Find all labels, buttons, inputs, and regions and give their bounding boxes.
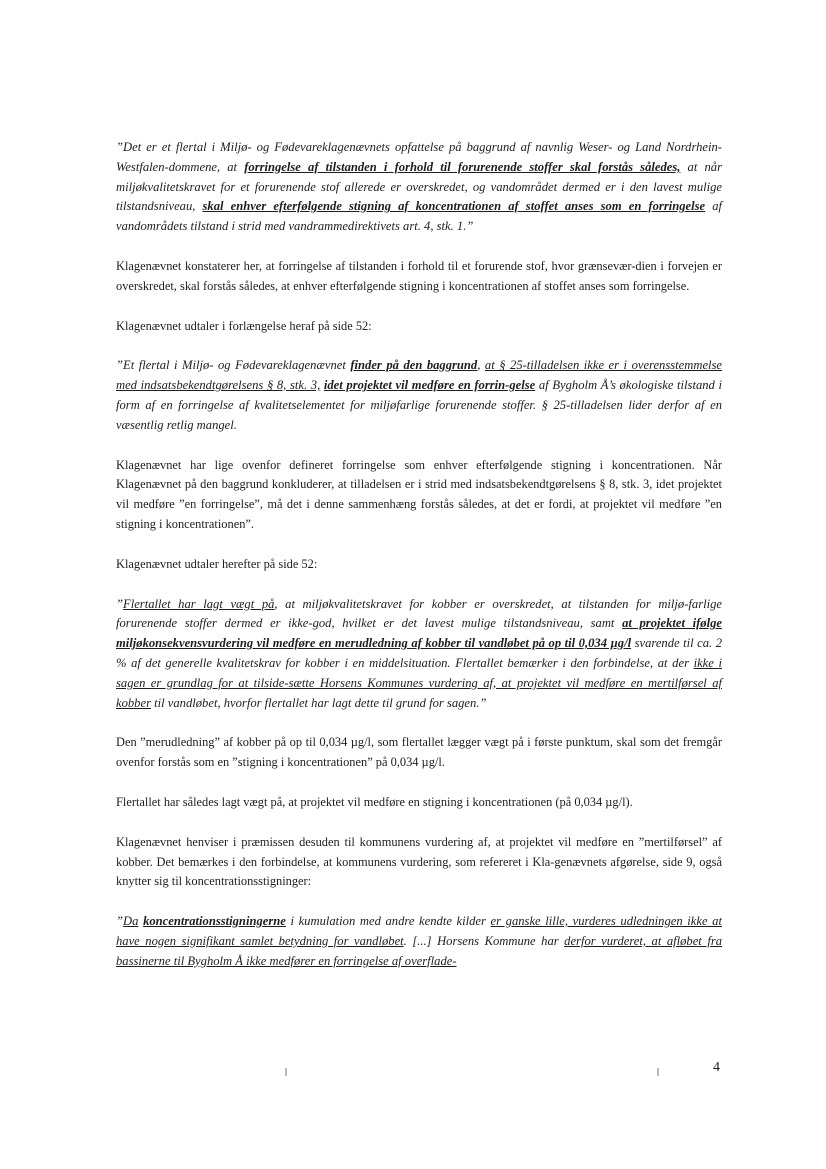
- underlined-text: ikke i sagen er grundlag for at tilside-sætte Horsens Kommunes vurdering af, at projektet vil medføre en mertilførsel af kobber: [116, 655, 722, 710]
- scan-speck: [657, 1068, 659, 1076]
- quote-paragraph-2: [116, 356, 722, 435]
- quote-text: i kumulation med andre kendte kilder: [285, 914, 491, 929]
- emphasized-text: koncentrationsstigningerne: [143, 914, 286, 929]
- emphasized-text: at projektet ifølge miljøkonsekvensvurdering vil medføre en merudledning af kobber til vandløbet på op til 0,034 µg/l: [116, 616, 722, 651]
- body-paragraph-4: Klagenævnet udtaler herefter på side 52:: [116, 556, 318, 571]
- quote-text: ”: [116, 596, 124, 611]
- body-paragraph-7: Klagenævnet henviser i præmissen desuden til kommunens vurdering af, at projektet vil medføre en ”mertilførsel” af kobber. Det bemærkes i den forbindelse, at kommunens vurdering, som refereret i Kla-genævnets afgørelse, side 9, også knytter sig til koncentrationsstigninger:: [116, 834, 722, 889]
- underlined-text: at § 25-tilladelsen ikke er i overensstemmelse med indsatsbekendtgørelsens § 8, stk. 3,: [116, 358, 723, 393]
- emphasized-text: idet projektet vil medføre en forrin-gelse: [323, 378, 536, 393]
- emphasized-text: finder på den baggrund: [350, 358, 478, 373]
- quote-text: at når miljøkvalitetskravet for et forurenende stof allerede er overskredet, og vandområdet dermed er i den lavest mulige tilstandsniveau,: [116, 159, 723, 214]
- document-body: [116, 138, 722, 992]
- quote-text: af Bygholm Å’s økologiske tilstand i form af en forringelse af kvalitetselementet for miljøfarlige forurenende stoffer. § 25-tilladelsen lider derfor af en væsentlig retlig mangel.: [116, 378, 722, 432]
- quote-text: ,: [477, 358, 485, 373]
- quote-text: . [...] Horsens Kommune har: [403, 933, 565, 948]
- body-paragraph-3: Klagenævnet har lige ovenfor defineret forringelse som enhver efterfølgende stigning i koncentrationen. Når Klagenævnet på den baggrund konkluderer, at tilladelsen er i strid med indsatsbekendtgørelsens § 8, stk. 3, idet projektet vil medføre ”en forringelse”, må det i denne sammenhæng forstås således, at det er fordi, at projektet vil medføre ”en stigning i koncentrationen”.: [116, 457, 722, 531]
- underlined-text: er ganske lille, vurderes udledningen ikke at have nogen signifikant samlet betydning for vandløbet: [116, 914, 722, 948]
- quote-text: af vandområdets tilstand i strid med vandrammedirektivets art. 4, stk. 1.”: [116, 199, 722, 234]
- page-number: 4: [713, 1060, 720, 1075]
- underlined-text: Da: [123, 914, 139, 929]
- body-paragraph-2: Klagenævnet udtaler i forlængelse heraf på side 52:: [116, 318, 372, 333]
- quote-text: ”Det er et flertal i Miljø- og Fødevareklagenævnets opfattelse på baggrund af navnlig Weser- og Land Nordrhein-Westfalen-dommene, at: [116, 140, 722, 174]
- quote-text: til vandløbet, hvorfor flertallet har lagt dette til grund for sagen.”: [150, 695, 487, 710]
- quote-paragraph-3: [116, 595, 722, 714]
- quote-text: , at miljøkvalitetskravet for kobber er overskredet, at tilstanden for miljø-farlige forurenende stoffer dermed er ikke-god, hvilket er det lavest mulige tilstandsniveau, samt: [116, 596, 723, 631]
- body-paragraph-1: Klagenævnet konstaterer her, at forringelse af tilstanden i forhold til et forurende stof, hvor grænsevær-dien i forvejen er overskredet, skal forstås således, at enhver efterfølgende stigning i koncentrationen af stoffet anses som forringelse.: [116, 258, 722, 293]
- underlined-text: Flertallet har lagt vægt på: [123, 596, 275, 611]
- body-paragraph-6: Flertallet har således lagt vægt på, at projektet vil medføre en stigning i koncentrationen (på 0,034 µg/l).: [116, 794, 633, 809]
- quote-paragraph-1: [116, 138, 722, 237]
- quote-text: ”Et flertal i Miljø- og Fødevareklagenævnet: [116, 358, 351, 373]
- quote-text: svarende til ca. 2 % af det generelle kvalitetskrav for kobber i en middelsituation. Flertallet bemærker i den forbindelse, at der: [116, 636, 722, 670]
- body-paragraph-5: Den ”merudledning” af kobber på op til 0,034 µg/l, som flertallet lægger vægt på i første punktum, skal som det fremgår ovenfor forstås som en ”stigning i koncentrationen” på 0,034 µg/l.: [116, 735, 722, 770]
- underlined-text: derfor vurderet, at afløbet fra bassinerne til Bygholm Å ikke medfører en forringelse af overflade-: [116, 933, 723, 968]
- emphasized-text: skal enhver efterfølgende stigning af koncentrationen af stoffet anses som en forringelse: [202, 199, 706, 214]
- quote-text: ”: [116, 914, 124, 929]
- quote-paragraph-4: [116, 912, 722, 971]
- emphasized-text: forringelse af tilstanden i forhold til forurenende stoffer skal forstås således,: [244, 159, 681, 174]
- scan-speck: [285, 1068, 287, 1076]
